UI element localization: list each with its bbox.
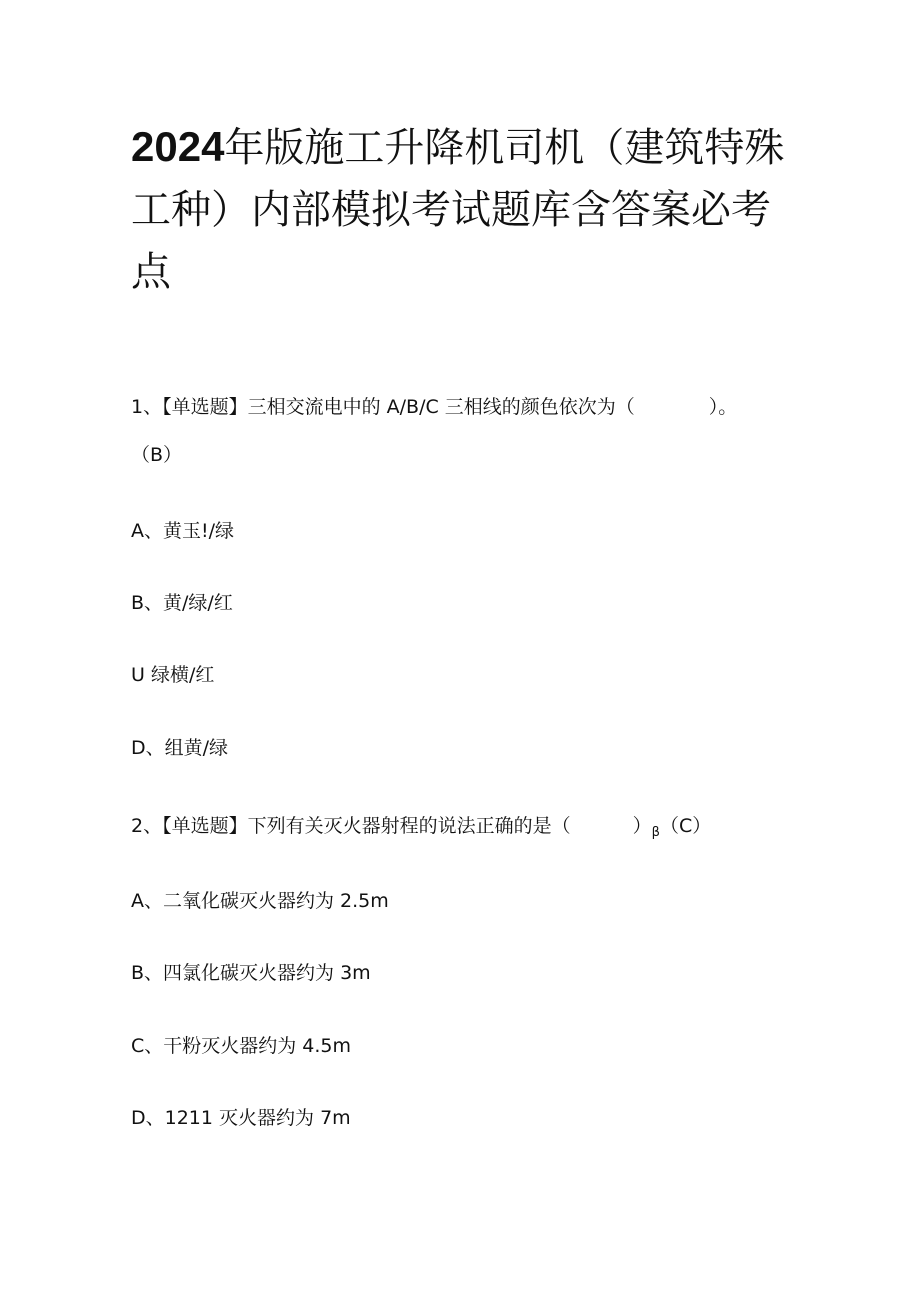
question-1-number: 1、 [131,396,163,418]
question-2-text-after: ） [632,815,652,837]
question-2-option-b: B、四氯化碳灭火器约为 3m [131,962,371,984]
question-2-stem [131,811,711,840]
question-2-option-c: C、干粉灭火器约为 4.5m [131,1035,352,1057]
question-2-number: 2、 [131,815,163,837]
question-1-stem [131,392,737,419]
question-1-option-d: D、组黄/绿 [131,737,229,759]
question-1-option-a: A、黄玉!/绿 [131,520,235,542]
question-1-type: 【单选题】 [162,396,248,418]
document-title [131,116,801,303]
question-2-option-a: A、二氧化碳灭火器约为 2.5m [131,890,389,912]
question-1-answer: （B） [131,444,183,466]
question-2-stem-mark: β [651,825,660,840]
question-1-option-c: U 绿横/红 [131,664,215,686]
question-2-type: 【单选题】 [162,815,248,837]
question-1-text-before: 三相交流电中的 A/B/C 三相线的颜色依次为（ [247,396,635,418]
question-2-text-before: 下列有关灭火器射程的说法正确的是（ [247,815,571,837]
question-1-option-b: B、黄/绿/红 [131,592,233,614]
question-2-answer: （C） [659,815,712,837]
title-year: 2024 [131,123,225,170]
title-text: 年版施工升降机司机（建筑特殊工种）内部模拟考试题库含答案必考点 [131,125,785,295]
question-1-text-after: ）。 [708,396,738,418]
question-2-option-d: D、1211 灭火器约为 7m [131,1107,351,1129]
